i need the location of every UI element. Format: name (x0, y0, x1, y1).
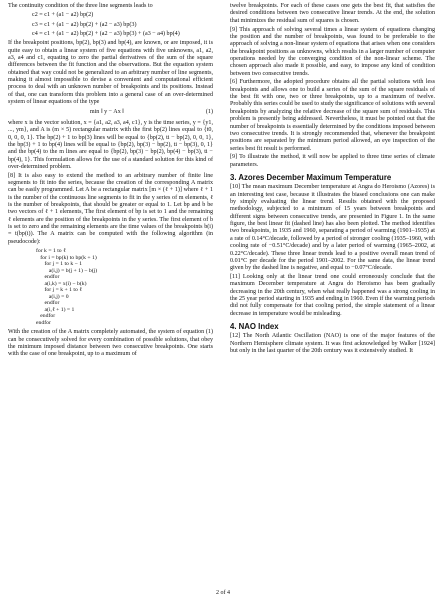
section-heading-4: 4. NAO Index (230, 322, 279, 332)
paragraph: [10] The mean maximum December temperature at Angra do Heroismo (Azores) is an interesting test case, because it illustrates the biased conclusions one can make by simply evaluating the linear trend. Results obtained with the proposed methodology, subjected to a minimum of 15 years between breakpoints and different signs between consecutive trends, are presented in Figure 1. In the same figure, the best linear fit (dashed line) has also been plotted. The method identifies two breakpoints, in 1935 and 1960, separating a period of warming (1901–1935) at a rate of 0.14°C/decade, followed by a period of stronger cooling (1935–1960, with cooling rate of −0.51°C/decade) and by a later period of warming (1965–2002, at 0.22°C/decade). These three linear trends lead to a positive overall mean trend of 0.01°C per decade for the period 1901–2002. For the same data, the linear trend given by the dashed line is negative, and equal to −0.07°C/decade. (230, 184, 435, 272)
paragraph: twelve breakpoints. For each of these cases one gets the best fit, that satisfies the desired conditions between two consecutive linear trends. At the end, the solution that minimizes the residual sum of squares is chosen. (230, 3, 435, 24)
equation-1-line (8, 109, 213, 116)
paragraph: With the creation of the A matrix completely automated, the system of equation (1) can be consecutively solved for every combination of possible solutions, that obey the minimum imposed distance between two consecutive breakpoints. One starts with the case of one breakpoint, up to a maximum of (8, 329, 213, 358)
equation: c2 = c1 + (a1 − a2) bp(2) (32, 12, 94, 19)
page-number: 2 of 4 (216, 590, 230, 596)
paragraph: [9] This approach of solving several times a linear system of equations changing the position and the number of breakpoints, was found to be preferable to the approach of solving a non-linear system of equations that arises when one considers the breakpoint positions as unknowns, which results in a larger number of computer operations needed by the converging condition of the non-linear scheme. The chosen approach also made it possible, and easy, to impose any kind of condition between two consecutive trends. (230, 26, 435, 77)
paragraph: [12] The North Atlantic Oscillation (NAO) is one of the major features of the Northern Hemisphere climate system. It was first acknowledged by Walker [1924] but only in the last quarter of the 20th century was it extensively studied. It (230, 333, 435, 355)
pseudocode-block: for k = 1 to ℓ for i = bp(k) to bp(k + 1) for j = 1 to k − 1 a(i,j) = b(j + 1) − b(j) endfor a(i,k) = x(i) − b(k) for j = k + 1 to ℓ a(i,j) = 0 endfor a(i,ℓ + 1) = 1 endfor endfor (36, 248, 98, 326)
right-column (230, 3, 435, 357)
equation-number: (1) (205, 109, 213, 116)
paragraph: If the breakpoint positions, bp(2), bp(3) and bp(4), are known, or are imposed, it is quite easy to obtain a linear system of five equations with five unknowns, a1, a2, a3, a4 and c1, equating to zero the partial derivatives of the sum of the square differences between the fit function and the observations. But the equation system obtained that way could not be generalized to an arbitrary number of line segments, making it almost impossible to devise a convenient and computational efficient process to deal with an unknown number of breakpoints and its positions. Instead of that, one can transform this problem into a general case of an over-determined system of linear equations of the type (8, 40, 213, 106)
equation: c3 = c1 + (a1 − a2) bp(2) + (a2 − a3) bp(3) (32, 21, 137, 28)
paragraph: [8] It is also easy to extend the method to an arbitrary number of finite line segments to fit into the series, because the creation of the corresponding A matrix can be easily programmed. Let A be a rectangular matrix [m × (ℓ + 1)] where ℓ + 1 is the number of the continuous line segments to fit in the y series of m elements, ℓ is the number of breakpoints, that should be greater or equal to 1. Let bp and b be two vectors of ℓ + 1 elements, The first element of bp is set to 1 and the remaining ℓ elements are the position of the breakpoints in the y series. The first element of b is set to zero and the remaining elements are the time values of the breakpoints b(i) = t(bp(i)). The A matrix can be computed with the following algorithm (in pseudocode): (8, 172, 213, 245)
left-column (8, 3, 213, 360)
paragraph: where x is the vector solution, x = {a1, a2, a3, a4, c1}, y is the time series, y = {y1, ..., ym}, and A is (m × 5) rectangular matrix with the first bp(2) lines equal to {t0, 0, 0, 0, 1}. The bp(2) + 1 to bp(3) lines will be equal to {bp(2), ti − bp(2), 0, 0, 1}, the bp(3) + 1 to bp(4) lines will be equal to {bp(2), bp(3) − bp(2), ti − bp(3), 0, 1} and the bp(4) to the m lines are equal to {bp(2), bp(3) − bp(2), bp(4) − bp(3), ti − bp(4), 1}. This formulation allows for the use of a standard solution for this kind of over-determined problem. (8, 119, 213, 170)
paragraph: [9] To illustrate the method, it will now be applied to three time series of climate parameters. (230, 154, 435, 168)
section-heading-3: 3. Azores December Maximum Temperature (230, 173, 392, 183)
equation-1: min ‖ y − Ax ‖ (89, 109, 124, 116)
equation: c4 = c1 + (a1 − a2) bp(2) + (a2 − a3) bp(3) + (a3 − a4) bp(4) (32, 31, 180, 38)
paragraph: [11] Looking only at the linear trend one could erroneously conclude that the maximum December temperature at Angra do Heroismo has been gradually decreasing in the 20th century, when what really happened was a strong cooling in the 25 year period starting in 1935 and ending in 1960. Even if the warming periods did not fully compensate for that cooling period, the simple statement of a linear decrease in temperature would be misleading. (230, 274, 435, 317)
paragraph: [6] Furthermore, the adopted procedure obtains all the partial solutions with less breakpoints and allows one to build a series of the sum of the square residuals of the best fit with one, two or three breakpoints, up to a maximum of twelve. Probably this series could be used to study the significance of solutions with several breakpoints by analyzing the relative decrease of the square sum of residuals. This problem is presently being addressed. Nevertheless, it must be pointed out that the number of breakpoints is essentially determined by the conditions imposed between two consecutive trends. It is strongly recommended that, whenever the breakpoint positions are separated by the minimum period allowed, an eye inspection of the series best fit result is performed. (230, 79, 435, 152)
paragraph: The continuity condition of the three line segments leads to (8, 3, 153, 9)
